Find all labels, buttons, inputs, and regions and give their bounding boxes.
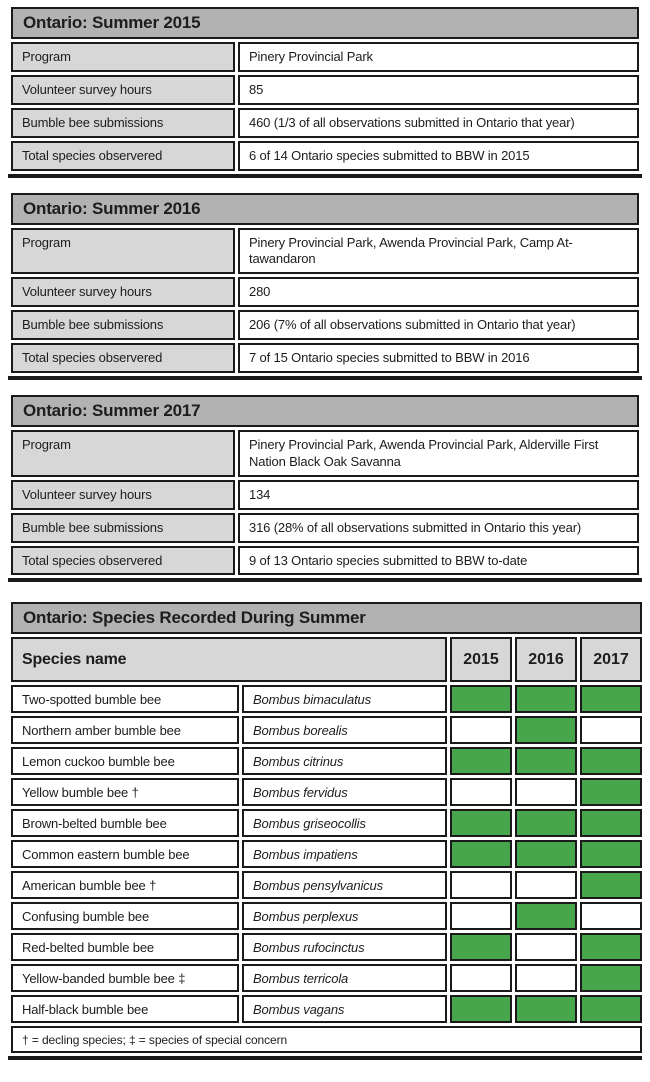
table-title: Ontario: Summer 2016	[11, 193, 639, 225]
recorded-cell-2015	[450, 778, 512, 806]
recorded-cell-2017	[580, 809, 642, 837]
recorded-cell-2015	[450, 716, 512, 744]
year-column-header-2017: 2017	[580, 637, 642, 682]
row-value: Pinery Provincial Park, Awenda Provincial Park, Camp At-tawandaron	[238, 228, 639, 275]
recorded-cell-2016	[515, 871, 577, 899]
summer-2017-table	[8, 392, 642, 582]
year-column-header-2015: 2015	[450, 637, 512, 682]
recorded-cell-2017	[580, 933, 642, 961]
recorded-cell-2015	[450, 809, 512, 837]
recorded-cell-2017	[580, 685, 642, 713]
table-row	[11, 75, 639, 105]
row-label: Program	[11, 430, 235, 477]
species-common-name: Two-spotted bumble bee	[11, 685, 239, 713]
species-latin-name: Bombus vagans	[242, 995, 447, 1023]
row-label: Volunteer survey hours	[11, 75, 235, 105]
row-label: Program	[11, 228, 235, 275]
species-row	[11, 902, 642, 930]
table-header-row	[11, 7, 639, 39]
table-row	[11, 277, 639, 307]
recorded-cell-2016	[515, 933, 577, 961]
species-common-name: Half-black bumble bee	[11, 995, 239, 1023]
species-common-name: Common eastern bumble bee	[11, 840, 239, 868]
species-common-name: Red-belted bumble bee	[11, 933, 239, 961]
table-row	[11, 480, 639, 510]
species-latin-name: Bombus impatiens	[242, 840, 447, 868]
species-common-name: Lemon cuckoo bumble bee	[11, 747, 239, 775]
recorded-cell-2017	[580, 871, 642, 899]
recorded-cell-2017	[580, 747, 642, 775]
summer-2015-table	[8, 4, 642, 178]
species-row	[11, 747, 642, 775]
recorded-cell-2015	[450, 747, 512, 775]
row-label: Bumble bee submissions	[11, 108, 235, 138]
species-recorded-table	[8, 599, 642, 1060]
species-row	[11, 871, 642, 899]
table-header-row	[11, 602, 642, 634]
row-value: 7 of 15 Ontario species submitted to BBW in 2016	[238, 343, 639, 373]
footnote-text: † = decling species; ‡ = species of special concern	[11, 1026, 642, 1053]
row-label: Volunteer survey hours	[11, 480, 235, 510]
species-common-name: Confusing bumble bee	[11, 902, 239, 930]
recorded-cell-2017	[580, 778, 642, 806]
recorded-cell-2015	[450, 902, 512, 930]
species-row	[11, 840, 642, 868]
recorded-cell-2017	[580, 902, 642, 930]
species-row	[11, 995, 642, 1023]
species-row	[11, 716, 642, 744]
table-title: Ontario: Summer 2017	[11, 395, 639, 427]
table-header-row	[11, 193, 639, 225]
recorded-cell-2015	[450, 964, 512, 992]
row-value: 6 of 14 Ontario species submitted to BBW in 2015	[238, 141, 639, 171]
species-row	[11, 933, 642, 961]
recorded-cell-2016	[515, 778, 577, 806]
species-latin-name: Bombus perplexus	[242, 902, 447, 930]
row-label: Total species observered	[11, 141, 235, 171]
table-row	[11, 141, 639, 171]
recorded-cell-2017	[580, 964, 642, 992]
row-label: Program	[11, 42, 235, 72]
year-column-header-2016: 2016	[515, 637, 577, 682]
recorded-cell-2017	[580, 716, 642, 744]
species-latin-name: Bombus citrinus	[242, 747, 447, 775]
row-value: Pinery Provincial Park	[238, 42, 639, 72]
row-value: 280	[238, 277, 639, 307]
summer-2016-table	[8, 190, 642, 380]
recorded-cell-2016	[515, 747, 577, 775]
species-latin-name: Bombus bimaculatus	[242, 685, 447, 713]
column-header-row	[11, 637, 642, 682]
row-label: Total species observered	[11, 546, 235, 576]
table-row	[11, 343, 639, 373]
species-common-name: Northern amber bumble bee	[11, 716, 239, 744]
recorded-cell-2015	[450, 685, 512, 713]
row-value: 85	[238, 75, 639, 105]
species-latin-name: Bombus griseocollis	[242, 809, 447, 837]
recorded-cell-2016	[515, 685, 577, 713]
recorded-cell-2016	[515, 902, 577, 930]
row-label: Volunteer survey hours	[11, 277, 235, 307]
table-row	[11, 42, 639, 72]
species-name-column-header: Species name	[11, 637, 447, 682]
row-label: Bumble bee submissions	[11, 310, 235, 340]
recorded-cell-2016	[515, 964, 577, 992]
species-row	[11, 778, 642, 806]
recorded-cell-2017	[580, 840, 642, 868]
row-value: 460 (1/3 of all observations submitted in Ontario that year)	[238, 108, 639, 138]
species-latin-name: Bombus fervidus	[242, 778, 447, 806]
row-value: 206 (7% of all observations submitted in Ontario that year)	[238, 310, 639, 340]
species-latin-name: Bombus borealis	[242, 716, 447, 744]
recorded-cell-2016	[515, 809, 577, 837]
recorded-cell-2015	[450, 840, 512, 868]
species-latin-name: Bombus terricola	[242, 964, 447, 992]
table-row	[11, 108, 639, 138]
table-header-row	[11, 395, 639, 427]
recorded-cell-2015	[450, 871, 512, 899]
recorded-cell-2017	[580, 995, 642, 1023]
species-row	[11, 685, 642, 713]
species-common-name: Yellow bumble bee †	[11, 778, 239, 806]
species-row	[11, 964, 642, 992]
table-row	[11, 430, 639, 477]
row-label: Total species observered	[11, 343, 235, 373]
species-common-name: Brown-belted bumble bee	[11, 809, 239, 837]
table-row	[11, 310, 639, 340]
species-latin-name: Bombus pensylvanicus	[242, 871, 447, 899]
recorded-cell-2015	[450, 995, 512, 1023]
species-common-name: Yellow-banded bumble bee ‡	[11, 964, 239, 992]
species-row	[11, 809, 642, 837]
table-row	[11, 513, 639, 543]
recorded-cell-2016	[515, 840, 577, 868]
species-common-name: American bumble bee †	[11, 871, 239, 899]
table-title: Ontario: Summer 2015	[11, 7, 639, 39]
footnote-row	[11, 1026, 642, 1053]
row-value: 316 (28% of all observations submitted in Ontario this year)	[238, 513, 639, 543]
table-row	[11, 546, 639, 576]
recorded-cell-2015	[450, 933, 512, 961]
table-row	[11, 228, 639, 275]
row-label: Bumble bee submissions	[11, 513, 235, 543]
recorded-cell-2016	[515, 716, 577, 744]
recorded-cell-2016	[515, 995, 577, 1023]
row-value: Pinery Provincial Park, Awenda Provincial Park, Alderville First Nation Black Oak Savanna	[238, 430, 639, 477]
table-title: Ontario: Species Recorded During Summer	[11, 602, 642, 634]
row-value: 9 of 13 Ontario species submitted to BBW to-date	[238, 546, 639, 576]
species-latin-name: Bombus rufocinctus	[242, 933, 447, 961]
row-value: 134	[238, 480, 639, 510]
